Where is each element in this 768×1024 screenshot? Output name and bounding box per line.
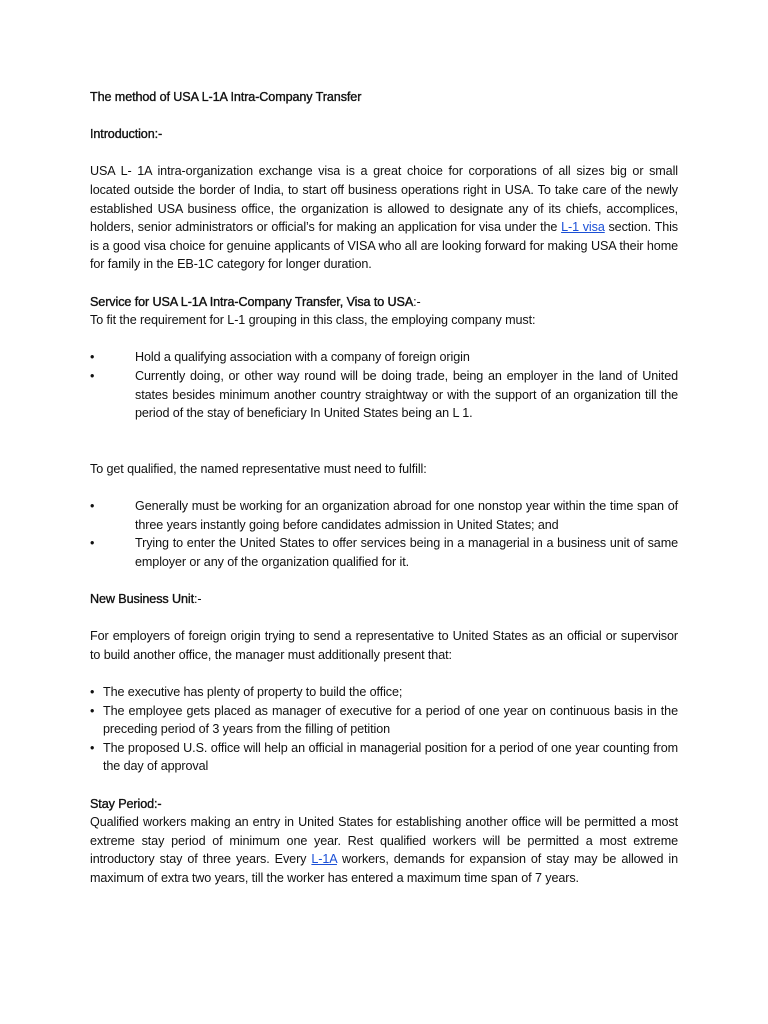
l1-visa-link[interactable]: L-1 visa xyxy=(561,220,605,235)
list-item xyxy=(90,497,678,534)
list-item xyxy=(90,739,678,776)
service-heading xyxy=(90,293,678,312)
document-body xyxy=(90,88,678,888)
bullet-icon: • xyxy=(90,499,95,514)
new-business-heading-text: New Business Unit xyxy=(90,592,194,607)
intro-heading: Introduction:- xyxy=(90,127,163,142)
bullet-icon: • xyxy=(90,740,95,755)
list-item xyxy=(90,683,678,702)
intro-paragraph xyxy=(90,162,678,274)
service-heading-suffix: :- xyxy=(413,294,421,309)
document-title: The method of USA L-1A Intra-Company Transfer xyxy=(90,90,362,104)
list-item xyxy=(90,534,678,571)
qualify-lead: To get qualified, the named representative must need to fulfill: xyxy=(90,461,427,476)
service-lead: To fit the requirement for L-1 grouping in this class, the employing company must: xyxy=(90,313,536,328)
list-item-text: Currently doing, or other way round will be doing trade, being an employer in the land of United states besides minimum another country straightway or with the support of an organization till the period of the stay of beneficiary In United States being an L 1. xyxy=(135,368,678,421)
service-heading-text: Service for USA L-1A Intra-Company Transfer, Visa to USA xyxy=(90,294,414,309)
l1a-link[interactable]: L-1A xyxy=(311,852,337,867)
stay-text-1: Qualified workers making an entry in United States for establishing another office will be permitted a most extreme stay period of minimum one year. Rest qualified workers will be permitted a most extreme introductory stay of three years. Every xyxy=(90,815,678,867)
list-item-text: Generally must be working for an organization abroad for one nonstop year within the time span of three years instantly going before candidates admission in United States; and xyxy=(135,499,678,532)
new-business-heading-suffix: :- xyxy=(194,592,202,607)
list-item xyxy=(90,702,678,739)
list-item xyxy=(90,367,678,423)
list-item-text: The proposed U.S. office will help an official in managerial position for a period of one year counting from the day of approval xyxy=(103,740,678,774)
bullet-icon: • xyxy=(90,368,95,383)
new-business-heading xyxy=(90,590,678,609)
bullet-icon: • xyxy=(90,685,95,699)
list-item-text: Trying to enter the United States to offer services being in a managerial in a business unit of same employer or any of the organization qualified for it. xyxy=(135,536,678,569)
list-item xyxy=(90,348,678,367)
stay-text-2: workers, demands for expansion of stay may be allowed in maximum of extra two years, till the worker has entered a maximum time span of 7 years. xyxy=(90,852,678,885)
list-item-text: Hold a qualifying association with a company of foreign origin xyxy=(135,350,470,365)
bullet-icon: • xyxy=(90,536,95,551)
bullet-icon: • xyxy=(90,703,95,718)
list-item-text: The executive has plenty of property to build the office; xyxy=(103,685,403,699)
intro-text-1: USA L- 1A intra-organization exchange visa is a great choice for corporations of all sizes big or small located outside the border of India, to start off business operations right in USA. To take care of the newly established USA business office, the organization is allowed to designate any of its chiefs, accomplices, holders, senior administrators or official’s for making an application for visa under the xyxy=(90,164,678,235)
new-business-paragraph: For employers of foreign origin trying to send a representative to United States as an official or supervisor to build another office, the manager must additionally present that: xyxy=(90,629,678,662)
stay-heading: Stay Period:- xyxy=(90,796,162,811)
intro-text-2: section. This is a good visa choice for genuine applicants of VISA who all are looking forward for making USA their home for family in the EB-1C category for longer duration. xyxy=(90,220,678,272)
stay-paragraph xyxy=(90,813,678,887)
list-item-text: The employee gets placed as manager of executive for a period of one year on continuous basis in the preceding period of 3 years from the filling of petition xyxy=(103,703,678,737)
bullet-icon: • xyxy=(90,350,95,365)
